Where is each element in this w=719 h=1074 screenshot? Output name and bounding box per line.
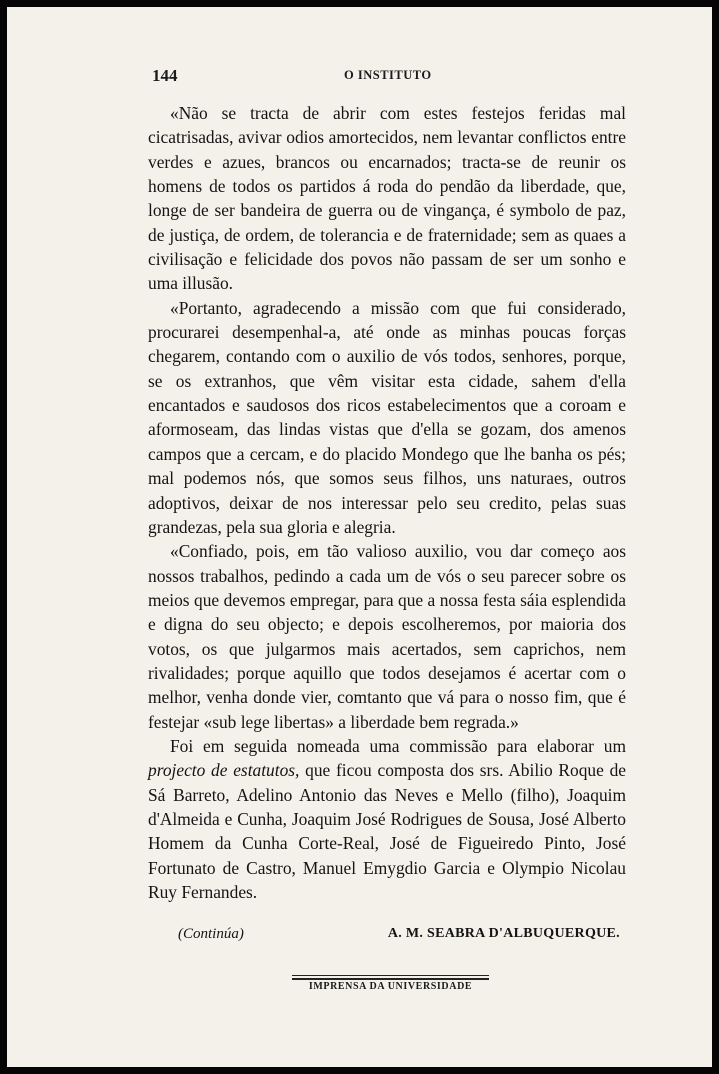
rule-thin	[292, 975, 489, 976]
rule-thick	[292, 978, 489, 980]
body-text	[148, 101, 626, 904]
page-number: 144	[152, 66, 178, 85]
page-header	[152, 66, 622, 88]
paragraph: «Confiado, pois, em tão valioso auxilio, vou dar começo aos nossos trabalhos, pedindo a cada um de vós o seu parecer sobre os meios que devemos empregar, para que a nossa festa sáia esplendida e digna do seu objecto; e depois escolheremos, por maioria dos votos, os que julgarmos mais acertados, sem caprichos, nem rivalidades; porque aquillo que todos desejamos é acertar com o melhor, venha donde vier, comtanto que vá para o nosso fim, que é festejar «sub lege libertas» a liberdade bem regrada.»	[148, 541, 626, 732]
final-paragraph	[148, 734, 626, 904]
paragraph: «Portanto, agradecendo a missão com que fui considerado, procurarei desempenhal-a, até onde as minhas poucas forças chegarem, contando com o auxilio de vós todos, senhores, porque, se os extranhos, que vêm visitar esta cidade, sahem d'ella encantados e saudosos dos ricos estabelecimentos que a coroam e aformoseam, das lindas vistas que d'ella se gozam, dos amenos campos que a cercam, e do placido Mondego que lhe banha os pés; mal podemos nós, que somos seus filhos, uns naturaes, outros adoptivos, deixar de nos interessar pelo seu credito, pelas suas grandezas, pela sua gloria e alegria.	[148, 297, 626, 537]
continua-note: (Continúa)	[178, 926, 244, 942]
signature-row	[148, 926, 626, 948]
printer-imprint: IMPRENSA DA UNIVERSIDADE	[308, 981, 473, 992]
paragraph: «Não se tracta de abrir com estes festejos feridas mal cicatrisadas, avivar odios amortecidos, nem levantar conflictos entre verdes e azues, brancos ou encarnados; tracta-se de reunir os homens de todos os partidos á roda do pendão da liberdade, que, longe de ser bandeira de guerra ou de vingança, é symbolo de paz, de justiça, de ordem, de tolerancia e de fraternidade; sem as quaes a civilisação e felicidade dos povos não passam de ser um sonho e uma illusão.	[148, 103, 626, 294]
final-paragraph-text-start: Foi em seguida nomeada uma commissão para elaborar um	[170, 735, 626, 756]
final-paragraph-italic: projecto de estatutos,	[148, 760, 300, 781]
document-page	[7, 7, 712, 1067]
final-paragraph-text-end: que ficou composta dos srs. Abilio Roque de Sá Barreto, Adelino Antonio das Neves e Mello (filho), Joaquim d'Almeida e Cunha, Joaquim José Rodrigues de Sousa, José Alberto Homem da Cunha Corte-Real, José de Figueiredo Pinto, José Fortunato de Castro, Manuel Emygdio Garcia e Olympio Nicolau Ruy Fernandes.	[148, 760, 626, 902]
running-title: O INSTITUTO	[344, 68, 432, 82]
author-signature: A. M. SEABRA D'ALBUQUERQUE.	[387, 926, 620, 941]
